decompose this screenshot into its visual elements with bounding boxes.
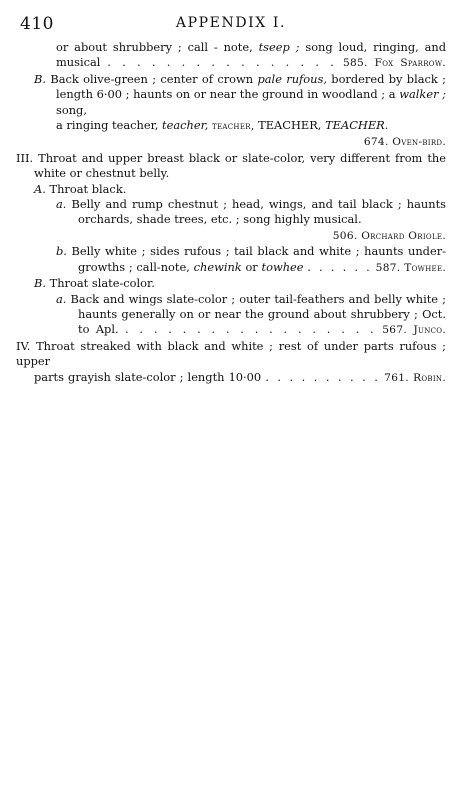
text-line: B. Throat slate-color. [34, 276, 155, 291]
text-line: orchards, shade trees, etc. ; song highly musical. [78, 212, 362, 227]
running-head: APPENDIX I. [175, 15, 287, 31]
text-line: length 6·00 ; haunts on or near the ground in woodland ; a walker ; song, [56, 87, 446, 117]
text-line: white or chestnut belly. [34, 166, 170, 181]
text-line: a ringing teacher, teacher, teacher, TEACHER, TEACHER. [56, 118, 389, 133]
species-ref: 585. Fox Sparrow. [342, 57, 446, 70]
key-text [16, 40, 446, 386]
species-ref: 567. Junco. [382, 324, 446, 337]
text-line-junco: to Apl. . . . . . . . . . . . . . . . . . . 567. Junco. [78, 322, 446, 337]
text-line: A. Throat black. [34, 181, 127, 196]
text-line: IV. Throat streaked with black and white ; rest of under parts rufous ; upper [16, 338, 446, 369]
page-header [16, 0, 446, 40]
species-ref: 587. Towhee. [375, 261, 446, 274]
species-ref: 674. Oven-bird. [363, 136, 446, 149]
species-ref: 761. Robin. [384, 371, 446, 384]
text-line: haunts generally on or near the ground about shrubbery ; Oct. [78, 306, 446, 321]
text-line-ovenbird [16, 134, 446, 150]
text-line-oriole [16, 228, 446, 244]
text-line: or about shrubbery ; call - note, tseep ; song loud, ringing, and [56, 40, 446, 54]
page-number: 410 [20, 14, 54, 34]
text-line: B. Back olive-green ; center of crown pale rufous, bordered by black ; [34, 71, 446, 86]
text-line: a. Back and wings slate-color ; outer tail-feathers and belly white ; [56, 291, 446, 306]
text-line-towhee: growths ; call-note, chewink or towhee . . . . . . 587. Towhee. [78, 259, 446, 274]
text-line: a. Belly and rump chestnut ; head, wings, and tail black ; haunts [56, 197, 446, 212]
text-line: b. Belly white ; sides rufous ; tail black and white ; haunts under- [56, 244, 446, 259]
text-line-robin: parts grayish slate-color ; length 10·00 . . . . . . . . . . 761. Robin. [34, 369, 446, 384]
text-line: III. Throat and upper breast black or slate-color, very different from the [16, 150, 446, 165]
text-line-fox-sparrow: musical . . . . . . . . . . . . . . . . 585. Fox Sparrow. [56, 55, 446, 70]
species-ref: 506. Orchard Oriole. [332, 229, 446, 242]
